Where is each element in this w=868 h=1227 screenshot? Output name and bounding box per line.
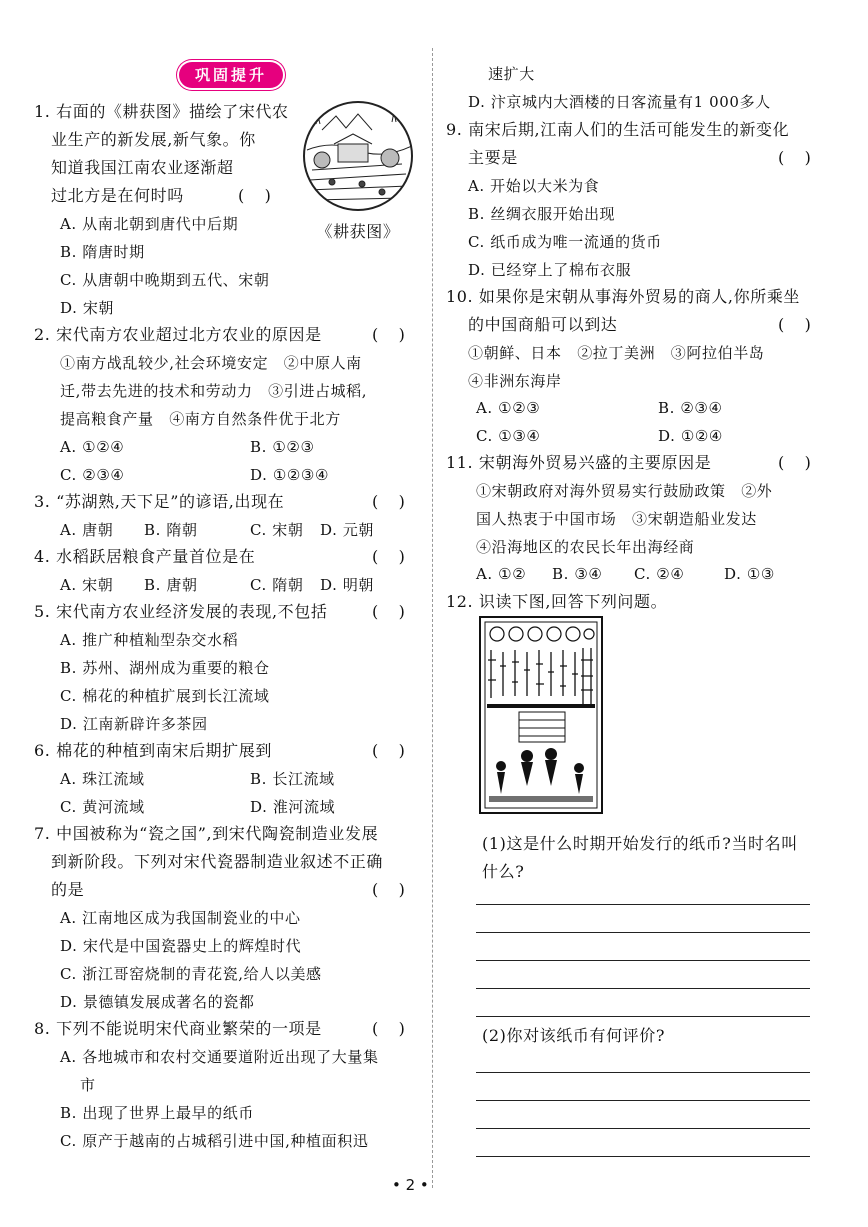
q8-option-a-line1: A. 各地城市和农村交通要道附近出现了大量集 bbox=[60, 1048, 379, 1066]
q8-option-b: B. 出现了世界上最早的纸币 bbox=[60, 1104, 254, 1122]
q9-option-d: D. 已经穿上了棉布衣服 bbox=[468, 261, 632, 279]
q10-line1: 10. 如果你是宋朝从事海外贸易的商人,你所乘坐 bbox=[446, 287, 801, 306]
q3-line1: 3. “苏湖熟,天下足”的谚语,出现在 bbox=[34, 492, 285, 511]
column-divider bbox=[432, 48, 433, 1188]
q8-option-c-line1: C. 原产于越南的占城稻引进中国,种植面积迅 bbox=[60, 1132, 369, 1150]
q1-answer-blank[interactable]: ( ) bbox=[238, 186, 271, 205]
q10-line2: 的中国商船可以到达 bbox=[468, 315, 618, 334]
q7-answer-blank[interactable]: ( ) bbox=[372, 880, 405, 899]
figure1-caption: 《耕获图》 bbox=[316, 222, 400, 241]
q11-line3: 国人热衷于中国市场 ③宋朝造船业发达 bbox=[476, 510, 757, 528]
farming-painting-figure bbox=[302, 100, 414, 212]
q2-line2: ①南方战乱较少,社会环境安定 ②中原人南 bbox=[60, 354, 362, 372]
q5-answer-blank[interactable]: ( ) bbox=[372, 602, 405, 621]
q12-sub1-answer-line[interactable] bbox=[476, 904, 810, 905]
q8-line1: 8. 下列不能说明宋代商业繁荣的一项是 bbox=[34, 1019, 322, 1038]
q4-line1: 4. 水稻跃居粮食产量首位是在 bbox=[34, 547, 256, 566]
q12-sub2-answer-line[interactable] bbox=[476, 1100, 810, 1101]
q1-line2: 业生产的新发展,新气象。你 bbox=[51, 130, 256, 149]
q4-option-a: A. 宋朝 bbox=[60, 576, 114, 594]
q4-option-b: B. 唐朝 bbox=[144, 576, 198, 594]
q11-option-a: A. ①② bbox=[476, 565, 527, 583]
q5-option-c: C. 棉花的种植扩展到长江流域 bbox=[60, 687, 270, 705]
q7-option-d: D. 景德镇发展成著名的瓷都 bbox=[60, 993, 255, 1011]
q1-line4: 过北方是在何时吗 bbox=[51, 186, 184, 205]
q7-line2: 到新阶段。下列对宋代瓷器制造业叙述不正确 bbox=[51, 852, 384, 871]
q12-sub1-answer-line[interactable] bbox=[476, 960, 810, 961]
q12-sub2-answer-line[interactable] bbox=[476, 1072, 810, 1073]
q10-option-d: D. ①②④ bbox=[658, 427, 723, 445]
q5-option-b: B. 苏州、湖州成为重要的粮仓 bbox=[60, 659, 270, 677]
q9-line2: 主要是 bbox=[468, 148, 518, 167]
q11-option-d: D. ①③ bbox=[724, 565, 775, 583]
q11-option-c: C. ②④ bbox=[634, 565, 685, 583]
q10-line3: ①朝鲜、日本 ②拉丁美洲 ③阿拉伯半岛 bbox=[468, 344, 765, 362]
q12-sub1-answer-line[interactable] bbox=[476, 988, 810, 989]
q12-line1: 12. 识读下图,回答下列问题。 bbox=[446, 592, 668, 611]
q3-option-d: D. 元朝 bbox=[320, 521, 375, 539]
q10-option-b: B. ②③④ bbox=[658, 399, 723, 417]
q12-sub2-line1: (2)你对该纸币有何评价? bbox=[482, 1026, 666, 1045]
q5-option-d: D. 江南新辟许多茶园 bbox=[60, 715, 208, 733]
q9-line1: 9. 南宋后期,江南人们的生活可能发生的新变化 bbox=[446, 120, 790, 139]
q4-option-c: C. 隋朝 bbox=[250, 576, 304, 594]
q8-option-d: D. 汴京城内大酒楼的日客流量有1 000多人 bbox=[468, 93, 771, 111]
q7-option-b: D. 宋代是中国瓷器史上的辉煌时代 bbox=[60, 937, 302, 955]
q1-option-a: A. 从南北朝到唐代中后期 bbox=[60, 215, 239, 233]
q8-option-a-line2: 市 bbox=[80, 1076, 96, 1094]
q11-option-b: B. ③④ bbox=[552, 565, 603, 583]
q12-sub2-answer-line[interactable] bbox=[476, 1156, 810, 1157]
q8-answer-blank[interactable]: ( ) bbox=[372, 1019, 405, 1038]
q11-line1: 11. 宋朝海外贸易兴盛的主要原因是 bbox=[446, 453, 712, 472]
q7-option-a: A. 江南地区成为我国制瓷业的中心 bbox=[60, 909, 301, 927]
q11-line2: ①宋朝政府对海外贸易实行鼓励政策 ②外 bbox=[476, 482, 773, 500]
q9-option-b: B. 丝绸衣服开始出现 bbox=[468, 205, 616, 223]
q10-answer-blank[interactable]: ( ) bbox=[778, 315, 811, 334]
q2-option-b: B. ①②③ bbox=[250, 438, 315, 456]
q3-option-c: C. 宋朝 bbox=[250, 521, 304, 539]
section-badge: 巩固提升 bbox=[179, 62, 283, 88]
q2-line1: 2. 宋代南方农业超过北方农业的原因是 bbox=[34, 325, 322, 344]
q10-option-a: A. ①②③ bbox=[476, 399, 541, 417]
q2-option-a: A. ①②④ bbox=[60, 438, 125, 456]
q2-option-c: C. ②③④ bbox=[60, 466, 125, 484]
q3-answer-blank[interactable]: ( ) bbox=[372, 492, 405, 511]
q10-option-c: C. ①③④ bbox=[476, 427, 541, 445]
q1-line3: 知道我国江南农业逐渐超 bbox=[51, 158, 234, 177]
page-number: • 2 • bbox=[392, 1176, 429, 1194]
q2-option-d: D. ①②③④ bbox=[250, 466, 330, 484]
q12-sub1-answer-line[interactable] bbox=[476, 1016, 810, 1017]
q3-option-a: A. 唐朝 bbox=[60, 521, 114, 539]
q3-option-b: B. 隋朝 bbox=[144, 521, 198, 539]
q7-line1: 7. 中国被称为“瓷之国”,到宋代陶瓷制造业发展 bbox=[34, 824, 379, 843]
q9-answer-blank[interactable]: ( ) bbox=[778, 148, 811, 167]
q6-option-c: C. 黄河流域 bbox=[60, 798, 145, 816]
q4-option-d: D. 明朝 bbox=[320, 576, 375, 594]
q1-option-c: C. 从唐朝中晚期到五代、宋朝 bbox=[60, 271, 270, 289]
q7-line3: 的是 bbox=[51, 880, 85, 899]
q1-option-b: B. 隋唐时期 bbox=[60, 243, 145, 261]
q2-line4: 提高粮食产量 ④南方自然条件优于北方 bbox=[60, 410, 341, 428]
q6-answer-blank[interactable]: ( ) bbox=[372, 741, 405, 760]
q5-line1: 5. 宋代南方农业经济发展的表现,不包括 bbox=[34, 602, 328, 621]
q1-line1: 1. 右面的《耕获图》描绘了宋代农 bbox=[34, 102, 289, 121]
q5-option-a: A. 推广种植籼型杂交水稻 bbox=[60, 631, 239, 649]
q11-line4: ④沿海地区的农民长年出海经商 bbox=[476, 538, 695, 556]
q6-option-d: D. 淮河流域 bbox=[250, 798, 336, 816]
q7-option-c: C. 浙江哥窑烧制的青花瓷,给人以美感 bbox=[60, 965, 322, 983]
q6-option-b: B. 长江流域 bbox=[250, 770, 335, 788]
q12-sub1-answer-line[interactable] bbox=[476, 932, 810, 933]
q10-line4: ④非洲东海岸 bbox=[468, 372, 562, 390]
q8-option-c-line2: 速扩大 bbox=[488, 65, 535, 83]
q12-sub1-line2: 什么? bbox=[482, 862, 525, 881]
q2-answer-blank[interactable]: ( ) bbox=[372, 325, 405, 344]
q11-answer-blank[interactable]: ( ) bbox=[778, 453, 811, 472]
q4-answer-blank[interactable]: ( ) bbox=[372, 547, 405, 566]
q2-line3: 迁,带去先进的技术和劳动力 ③引进占城稻, bbox=[60, 382, 368, 400]
q1-option-d: D. 宋朝 bbox=[60, 299, 115, 317]
q12-sub2-answer-line[interactable] bbox=[476, 1128, 810, 1129]
q12-sub1-line1: (1)这是什么时期开始发行的纸币?当时名叫 bbox=[482, 834, 798, 853]
q6-option-a: A. 珠江流域 bbox=[60, 770, 145, 788]
q6-line1: 6. 棉花的种植到南宋后期扩展到 bbox=[34, 741, 272, 760]
q9-option-c: C. 纸币成为唯一流通的货币 bbox=[468, 233, 662, 251]
q9-option-a: A. 开始以大米为食 bbox=[468, 177, 600, 195]
paper-money-jiaozi-figure bbox=[479, 616, 603, 814]
